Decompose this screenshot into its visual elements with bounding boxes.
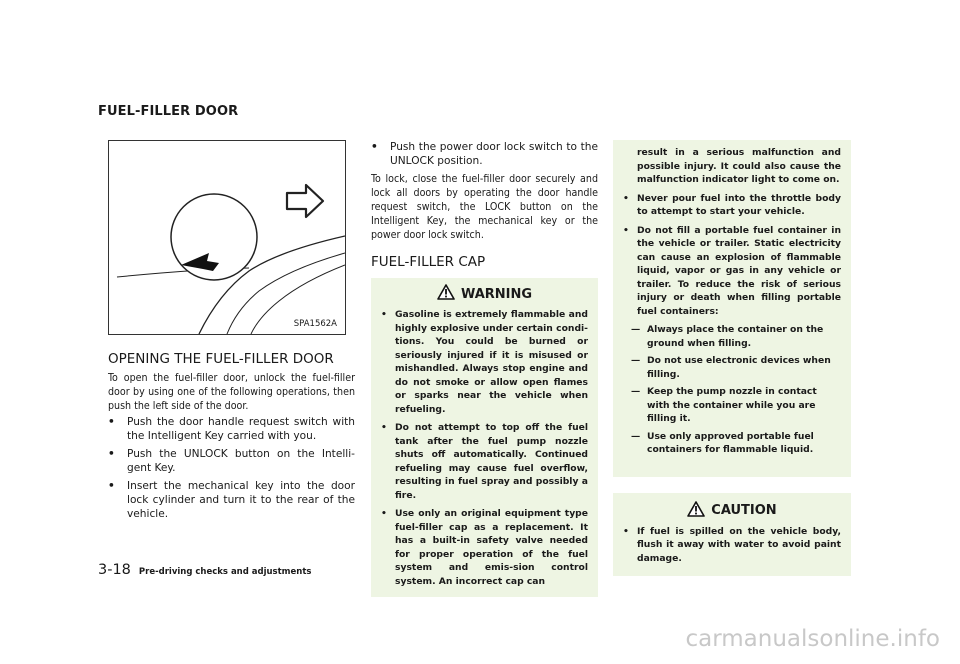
warning-box-cont — [613, 140, 851, 477]
figure-label: SPA1562A — [293, 319, 337, 329]
fuel-door-illustration — [109, 141, 345, 334]
caution-list — [623, 525, 841, 566]
section-title: FUEL-FILLER DOOR — [98, 104, 239, 119]
cap-heading: FUEL-FILLER CAP — [371, 254, 486, 270]
list-item: • Push the door handle request switch with the Intelligent Key carried with you. — [108, 415, 355, 443]
sub-item: — Do not use electronic devices when filling. — [623, 354, 841, 381]
caution-header — [623, 501, 841, 521]
opening-intro: To open the fuel-filler door, unlock the fuel-filler door by using one of the following operations, then push the left side of the door. — [108, 372, 355, 412]
fuel-door-figure — [108, 140, 346, 335]
column-1 — [108, 140, 355, 525]
list-item: • If fuel is spilled on the vehicle body, flush it away with water to avoid paint damage. — [623, 525, 841, 566]
warning-triangle-icon — [437, 284, 455, 304]
list-item: • Use only an original equipment type fuel-filler cap as a replacement. It has a built-in safety valve needed for proper operation of the fuel system and emis-sion control system. An incorrect cap can — [381, 507, 588, 588]
list-item: • Do not fill a portable fuel container in the vehicle or trailer. Static electricity can cause an explosion of flammable liquid, vapor or gas in any vehicle or trailer. To reduce the risk of serious injury or death when filling portable fuel containers: — [623, 224, 841, 319]
caution-triangle-icon — [687, 501, 705, 521]
warning-continuation: result in a serious malfunction and possible injury. It could also cause the malfunction indicator light to come on. — [637, 147, 841, 185]
opening-bullets — [108, 415, 355, 521]
list-item: • Push the power door lock switch to the UNLOCK position. — [371, 140, 598, 168]
list-item: • Push the UNLOCK button on the Intelli-gent Key. — [108, 447, 355, 475]
sub-item: — Keep the pump nozzle in contact with the container while you are filling it. — [623, 385, 841, 426]
list-item: • Gasoline is extremely flammable and highly explosive under certain condi-tions. You could be burned or seriously injured if it is misused or mishandled. Always stop engine and do not smoke or allow open flames or sparks near the vehicle when refueling. — [381, 308, 588, 416]
chapter-title: Pre-driving checks and adjustments — [138, 567, 312, 577]
column-2 — [371, 140, 598, 597]
page-number: 3-18 — [98, 562, 131, 578]
warning-list-2 — [623, 192, 841, 319]
caution-box — [613, 493, 851, 577]
warning-box — [371, 278, 598, 597]
list-item: • Never pour fuel into the throttle body to attempt to start your vehicle. — [623, 192, 841, 219]
list-item: • Insert the mechanical key into the door lock cylinder and turn it to the rear of the vehicle. — [108, 479, 355, 521]
warning-list — [381, 308, 588, 588]
sub-item: — Use only approved portable fuel containers for flammable liquid. — [623, 430, 841, 457]
sub-item-list — [623, 323, 841, 457]
caution-title: CAUTION — [711, 503, 777, 518]
opening-bullets-cont — [371, 140, 598, 168]
warning-header — [381, 284, 588, 304]
page-footer — [98, 562, 311, 578]
opening-heading: OPENING THE FUEL-FILLER DOOR — [108, 351, 334, 367]
sub-item: — Always place the container on the ground when filling. — [623, 323, 841, 350]
list-item: • Do not attempt to top off the fuel tank after the fuel pump nozzle shuts off automatically. Continued refueling may cause fuel overflow, resulting in fuel spray and possibly a fire. — [381, 421, 588, 502]
warning-title: WARNING — [460, 286, 533, 302]
watermark: carmanualsonline.info — [685, 626, 940, 652]
column-3 — [613, 140, 851, 576]
lock-text: To lock, close the fuel-filler door securely and lock all doors by operating the door handle request switch, the LOCK button on the Intelligent Key, the mechanical key or the power door lock switch. — [371, 173, 598, 241]
